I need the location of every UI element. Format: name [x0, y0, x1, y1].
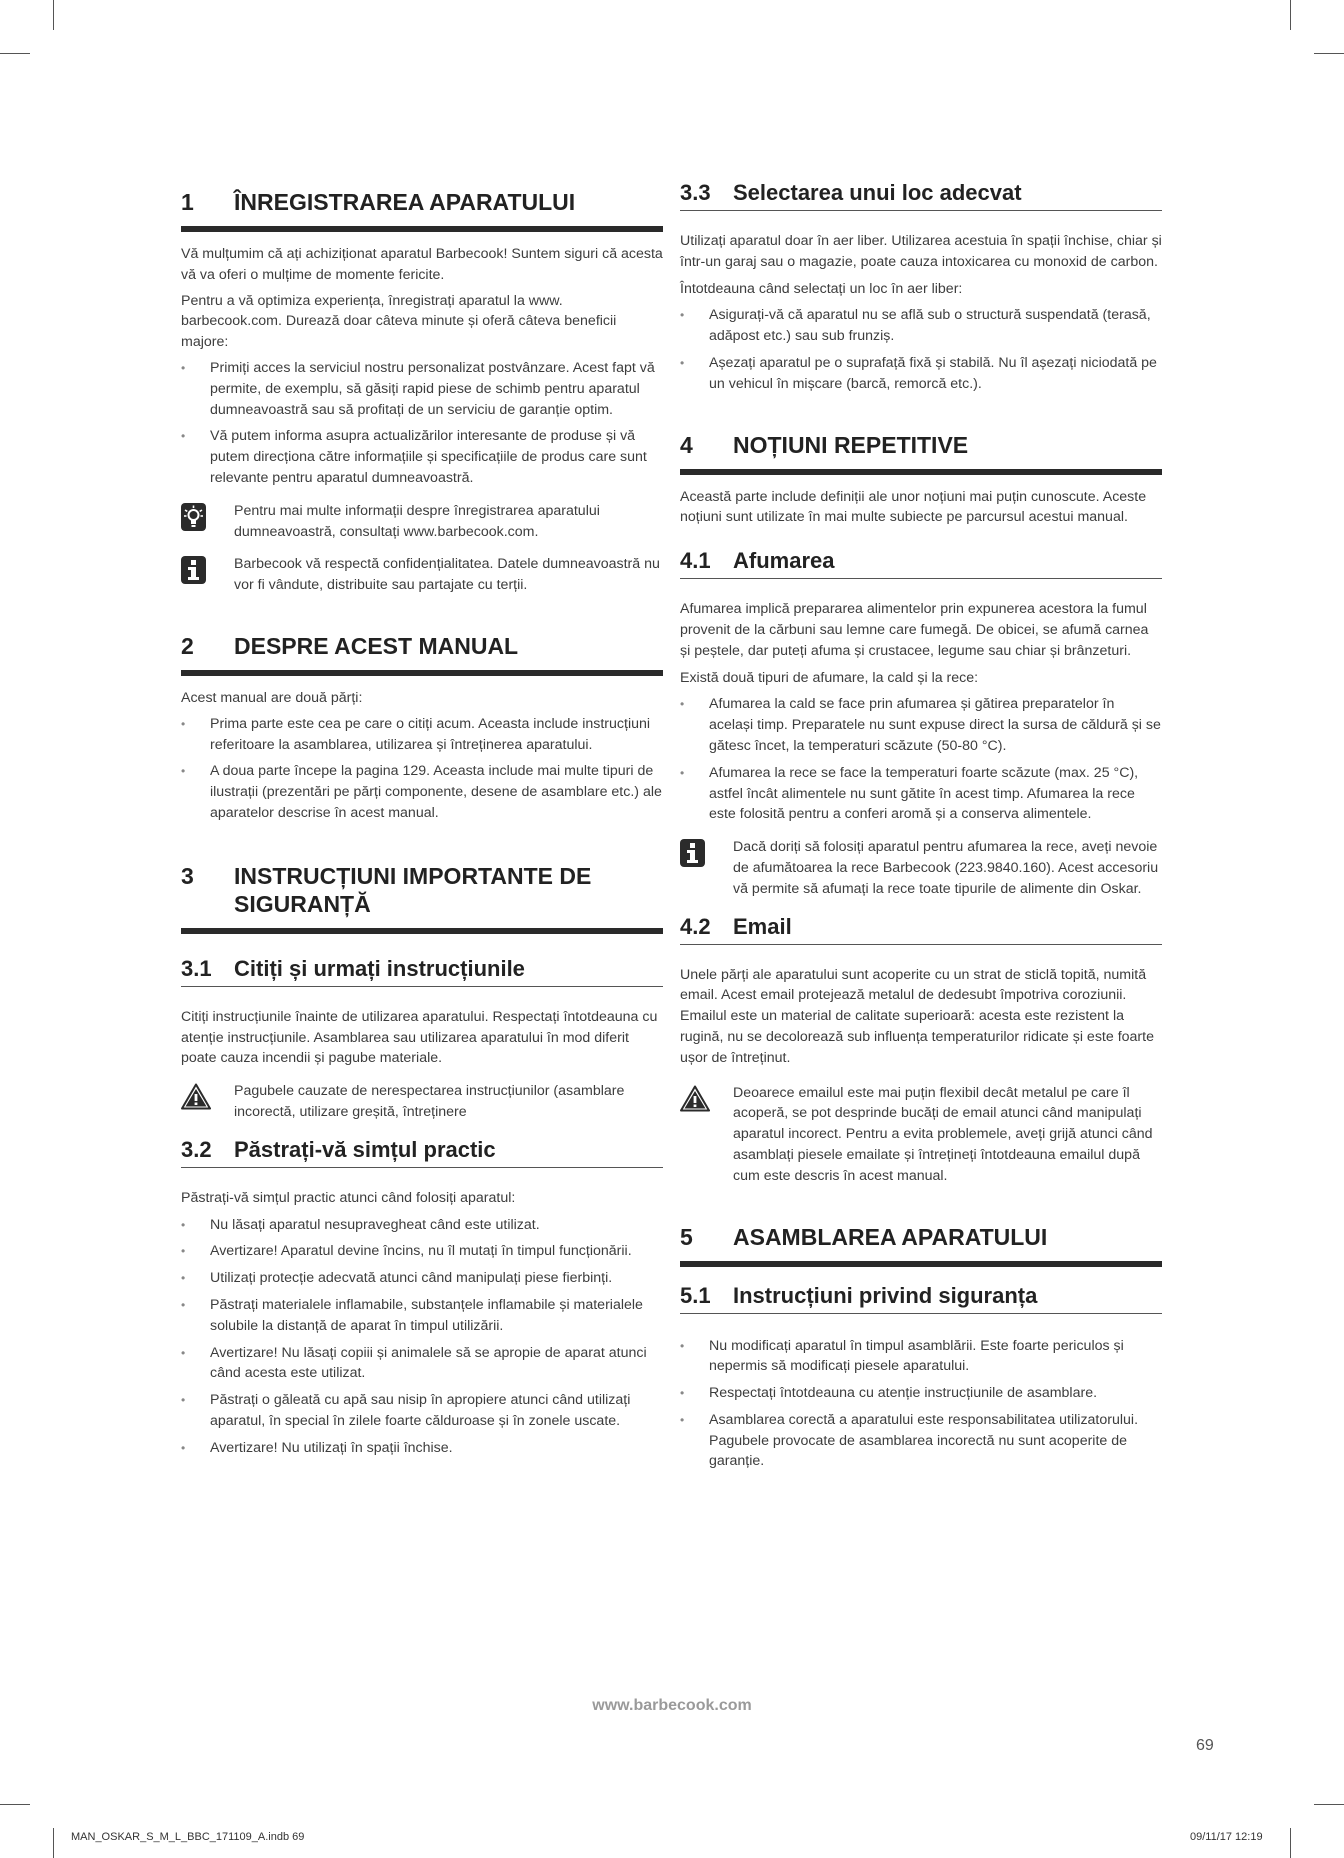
- list-item: • Vă putem informa asupra actualizărilor interesante de produse și vă putem direcționa către informațiile și specificațiile de produs care sunt relevante pentru aparatul dumneavoastră.: [181, 426, 663, 488]
- left-column: [181, 180, 663, 1458]
- section-title: Selectarea unui loc adecvat: [733, 180, 1022, 205]
- section-title: Email: [733, 913, 792, 939]
- section-number: 4: [680, 431, 693, 458]
- section-title: Citiți și urmați instrucțiunile: [234, 955, 525, 981]
- info-note: [181, 554, 663, 596]
- warning-icon: [680, 1083, 733, 1117]
- s42-paragraph-1: Unele părți ale aparatului sunt acoperite cu un strat de sticlă topită, numită email. Acest email protejează metalul de dedesubt împotriva coroziunii. Emailul este un material de calitate superioară: acesta este rezistent la rugină, nu se decolorează sub influența temperaturilor ridicate și este foarte ușor de întreținut.: [680, 966, 1154, 1066]
- list-item: • Nu modificați aparatul în timpul asamblării. Este foarte periculos și nepermis să modificați piesele aparatului.: [680, 1336, 1162, 1378]
- s1-paragraph-2: Pentru a vă optimiza experiența, înregistrați aparatul la www. barbecook.com. Durează doar câteva minute și oferă câteva beneficii majore:: [181, 292, 617, 351]
- section-title: INSTRUCȚIUNI IMPORTANTE DE SIGURANȚĂ: [234, 862, 592, 917]
- s41-bullet-list: [680, 694, 1162, 825]
- s1-bullet-list: [181, 358, 663, 489]
- crop-mark: [1314, 1804, 1344, 1805]
- section-number: 4.2: [680, 913, 711, 939]
- list-item: • Afumarea la rece se face la temperaturi foarte scăzute (max. 25 °C), astfel încât alimentele nu sunt gătite în acest timp. Afumarea la rece este folosită pentru a conferi aromă și a conserva alimentele.: [680, 763, 1162, 825]
- section-number: 3: [181, 862, 194, 889]
- tip-text: Pentru mai multe informații despre înregistrarea aparatului dumneavoastră, consultați www.barbecook.com.: [234, 502, 600, 540]
- section-title: Afumarea: [733, 548, 835, 574]
- s51-bullet-list: [680, 1336, 1162, 1473]
- tip-note: [181, 501, 663, 543]
- s33-paragraph-2: Întotdeauna când selectați un loc în aer liber:: [680, 280, 963, 297]
- section-title: Păstrați-vă simțul practic: [234, 1136, 496, 1162]
- section-number: 1: [181, 189, 194, 215]
- section-5-heading: [680, 1223, 1162, 1267]
- section-4-heading: [680, 431, 1162, 475]
- section-2-heading: [181, 632, 663, 676]
- info-text: Dacă doriți să folosiți aparatul pentru afumarea la rece, aveți nevoie de afumătoarea la rece Barbecook (223.9840.160). Acest accesoriu vă permite să afumați la rece toate tipurile de alimente din Oskar.: [733, 839, 1159, 897]
- list-item: • A doua parte începe la pagina 129. Aceasta include mai multe tipuri de ilustrații (prezentări pe părți componente, desene de asamblare etc.) ale aparatelor descrise în acest manual.: [181, 761, 663, 823]
- list-item: • Asigurați-vă că aparatul nu se află sub o structură suspendată (terasă, adăpost etc.) sau sub frunziș.: [680, 305, 1162, 347]
- list-item: • Respectați întotdeauna cu atenție instrucțiunile de asamblare.: [680, 1383, 1162, 1404]
- section-number: 2: [181, 632, 194, 659]
- crop-mark: [1290, 0, 1291, 30]
- s41-paragraph-2: Există două tipuri de afumare, la cald și la rece:: [680, 669, 979, 686]
- section-3-3-heading: [680, 180, 1162, 211]
- section-title: NOȚIUNI REPETITIVE: [733, 431, 969, 458]
- section-1-heading: [181, 188, 663, 232]
- section-title: Instrucțiuni privind siguranța: [733, 1282, 1038, 1308]
- list-item: • Utilizați protecție adecvată atunci când manipulați piese fierbinți.: [181, 1268, 663, 1289]
- list-item: • Așezați aparatul pe o suprafață fixă și stabilă. Nu îl așezați niciodată pe un vehicul în mișcare (barcă, remorcă etc.).: [680, 353, 1162, 395]
- warning-text: Deoarece emailul este mai puțin flexibil decât metalul pe care îl acoperă, se pot desprinde bucăți de email atunci când manipulați aparatul incorect. Pentru a evita problemele, aveți grijă atunci când asamblați piesele emailate și întrețineți întotdeauna emailul după cum este descris în acest manual.: [733, 1084, 1153, 1184]
- s41-paragraph-1: Afumarea implică prepararea alimentelor prin expunerea acestora la fumul provenit de la cărbuni sau lemne care fumegă. De obicei, se afumă carnea și peștele, dar puteți afuma și crustacee, legume sau chiar și brânzeturi.: [680, 601, 1149, 659]
- warning-text: Pagubele cauzate de nerespectarea instrucțiunilor (asamblare incorectă, utilizare greșită, întreținere: [234, 1083, 625, 1120]
- section-number: 3.3: [680, 180, 711, 205]
- info-icon: [181, 554, 234, 589]
- section-4-2-heading: [680, 914, 1162, 945]
- section-number: 3.2: [181, 1136, 212, 1162]
- print-slug-date: 09/11/17 12:19: [1190, 1831, 1263, 1843]
- list-item: • Afumarea la cald se face prin afumarea și gătirea preparatelor în același timp. Preparatele nu sunt expuse direct la sursa de căldură și se gătesc încet, la temperaturi scăzute (50-80 °C).: [680, 694, 1162, 756]
- list-item: • Nu lăsați aparatul nesupravegheat când este utilizat.: [181, 1215, 663, 1236]
- info-note: [680, 837, 1162, 899]
- s2-paragraph-1: Acest manual are două părți:: [181, 689, 363, 706]
- list-item: • Avertizare! Nu lăsați copiii și animalele să se apropie de aparat atunci când acesta este utilizat.: [181, 1343, 663, 1385]
- s4-paragraph-1: Această parte include definiții ale unor noțiuni mai puțin cunoscute. Aceste noțiuni sunt utilizate în mai multe subiecte pe parcursul acestui manual.: [680, 488, 1147, 526]
- crop-mark: [0, 1804, 30, 1805]
- warning-note: [181, 1081, 663, 1123]
- section-number: 5: [680, 1223, 693, 1250]
- list-item: • Prima parte este cea pe care o citiți acum. Aceasta include instrucțiuni referitoare la asamblarea, utilizarea și întreținerea aparatului.: [181, 714, 663, 756]
- section-3-1-heading: [181, 956, 663, 987]
- list-item: • Păstrați o găleată cu apă sau nisip în apropiere atunci când utilizați aparatul, în special în zilele foarte călduroase și în zonele uscate.: [181, 1390, 663, 1432]
- section-number: 4.1: [680, 548, 711, 574]
- warning-note: [680, 1083, 1162, 1187]
- section-3-heading: [181, 862, 663, 934]
- section-number: 3.1: [181, 955, 212, 981]
- crop-mark: [1290, 1828, 1291, 1858]
- section-3-2-heading: [181, 1137, 663, 1168]
- s31-paragraph-1: Citiți instrucțiunile înainte de utilizarea aparatului. Respectați întotdeauna cu atenție instrucțiunile. Asamblarea sau utilizarea aparatului în mod diferit poate cauza incendii și pagube materiale.: [181, 1008, 658, 1067]
- crop-mark: [1314, 53, 1344, 54]
- list-item: • Primiți acces la serviciul nostru personalizat postvânzare. Acest fapt vă permite, de exemplu, să găsiți rapid piese de schimb pentru aparatul dumneavoastră sau să profitați de un serviciu de garanție optim.: [181, 358, 663, 420]
- list-item: • Asamblarea corectă a aparatului este responsabilitatea utilizatorului. Pagubele provocate de asamblarea incorectă nu sunt acoperite de garanție.: [680, 1410, 1162, 1472]
- footer-url: www.barbecook.com: [592, 1697, 752, 1714]
- warning-icon: [181, 1081, 234, 1115]
- info-icon: [680, 837, 733, 872]
- s33-paragraph-1: Utilizați aparatul doar în aer liber. Utilizarea acestuia în spații închise, chiar și într-un garaj sau o magazie, poate cauza intoxicarea cu monoxid de carbon.: [680, 233, 1162, 270]
- list-item: • Avertizare! Aparatul devine încins, nu îl mutați în timpul funcționării.: [181, 1241, 663, 1262]
- list-item: • Păstrați materialele inflamabile, substanțele inflamabile și materialele solubile la distanță de aparat în timpul utilizării.: [181, 1295, 663, 1337]
- crop-mark: [53, 0, 54, 30]
- section-title: ÎNREGISTRAREA APARATULUI: [234, 189, 576, 215]
- right-column: [680, 180, 1162, 1472]
- print-slug-file: MAN_OSKAR_S_M_L_BBC_171109_A.indb 69: [71, 1831, 305, 1843]
- s33-bullet-list: [680, 305, 1162, 394]
- section-title: DESPRE ACEST MANUAL: [234, 632, 519, 659]
- section-title: ASAMBLAREA APARATULUI: [733, 1223, 1048, 1250]
- s2-bullet-list: [181, 714, 663, 824]
- lightbulb-icon: [181, 501, 234, 536]
- s1-paragraph-1: Vă mulțumim că ați achiziționat aparatul Barbecook! Suntem siguri că acesta vă va oferi o mulțime de momente fericite.: [181, 246, 663, 283]
- s32-bullet-list: [181, 1215, 663, 1459]
- section-number: 5.1: [680, 1282, 711, 1308]
- info-text: Barbecook vă respectă confidențialitatea. Datele dumneavoastră nu vor fi vândute, distribuite sau partajate cu terții.: [234, 556, 660, 594]
- crop-mark: [0, 53, 30, 54]
- page-number: 69: [1196, 1737, 1214, 1754]
- section-4-1-heading: [680, 548, 1162, 579]
- crop-mark: [53, 1828, 54, 1858]
- s32-paragraph-1: Păstrați-vă simțul practic atunci când folosiți aparatul:: [181, 1189, 516, 1206]
- list-item: • Avertizare! Nu utilizați în spații închise.: [181, 1438, 663, 1459]
- section-5-1-heading: [680, 1283, 1162, 1314]
